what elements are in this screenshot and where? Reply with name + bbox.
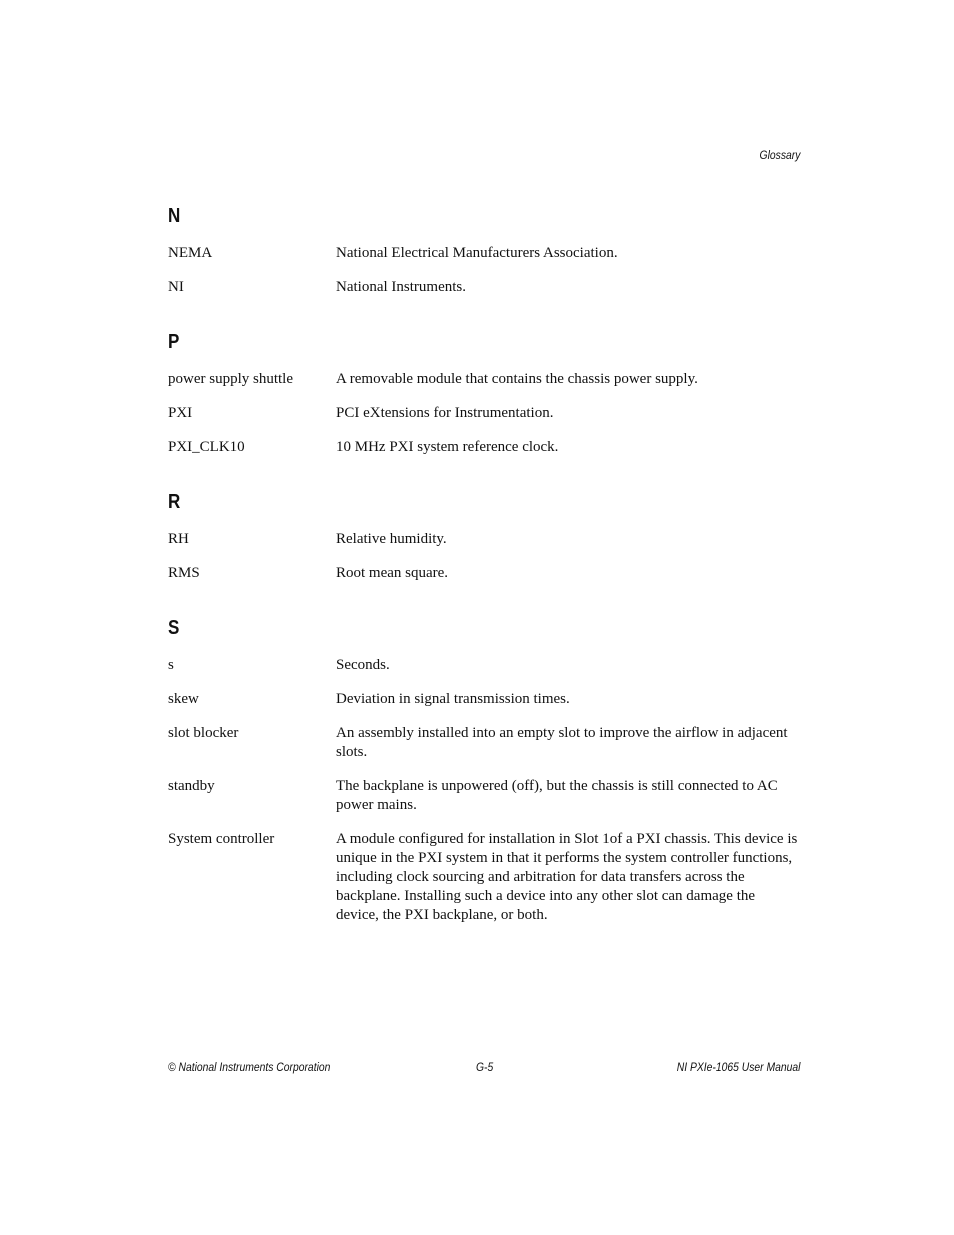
page-footer	[168, 1062, 800, 1078]
glossary-entry	[168, 244, 800, 263]
glossary-term: RH	[168, 531, 189, 547]
footer-manual-title: NI PXIe-1065 User Manual	[676, 1062, 800, 1074]
glossary-entry	[168, 530, 800, 549]
glossary-section-p	[168, 330, 800, 457]
glossary-definition: 10 MHz PXI system reference clock.	[336, 439, 559, 455]
glossary-section-r	[168, 490, 800, 583]
glossary-definition: PCI eXtensions for Instrumentation.	[336, 405, 554, 421]
glossary-definition: The backplane is unpowered (off), but the chassis is still connected to AC power mains.	[336, 778, 778, 813]
glossary-entry	[168, 830, 800, 925]
section-letter: R	[168, 491, 181, 513]
glossary-section-n	[168, 204, 800, 297]
section-letter: S	[168, 617, 180, 639]
glossary-term: slot blocker	[168, 725, 239, 741]
section-letter: N	[168, 205, 181, 227]
glossary-definition: National Electrical Manufacturers Association.	[336, 245, 618, 261]
glossary-entry	[168, 564, 800, 583]
glossary-term: System controller	[168, 831, 275, 847]
glossary-definition: Seconds.	[336, 657, 390, 673]
glossary-term: s	[168, 657, 174, 673]
glossary-term: power supply shuttle	[168, 371, 293, 387]
glossary-definition: National Instruments.	[336, 279, 466, 295]
running-header: Glossary	[759, 150, 800, 162]
glossary-term: NI	[168, 279, 184, 295]
glossary-entry	[168, 438, 800, 457]
glossary-definition: A removable module that contains the chassis power supply.	[336, 371, 698, 387]
glossary-term: RMS	[168, 565, 200, 581]
glossary-term: standby	[168, 778, 215, 794]
glossary-entry	[168, 278, 800, 297]
glossary-entry	[168, 777, 800, 815]
glossary-entry	[168, 404, 800, 423]
glossary-term: skew	[168, 691, 199, 707]
glossary-definition: An assembly installed into an empty slot to improve the airflow in adjacent slots.	[336, 725, 788, 760]
section-letter: P	[168, 331, 180, 353]
footer-copyright: © National Instruments Corporation	[168, 1062, 331, 1074]
glossary-entry	[168, 690, 800, 709]
glossary-entry	[168, 370, 800, 389]
glossary-term: PXI	[168, 405, 193, 421]
glossary-definition: Relative humidity.	[336, 531, 447, 547]
glossary-entry	[168, 724, 800, 762]
glossary-section-s	[168, 616, 800, 925]
glossary-definition: Deviation in signal transmission times.	[336, 691, 570, 707]
glossary-content	[168, 204, 800, 958]
glossary-term: NEMA	[168, 245, 213, 261]
glossary-term: PXI_CLK10	[168, 439, 245, 455]
glossary-entry	[168, 656, 800, 675]
footer-page-number: G-5	[476, 1062, 494, 1074]
glossary-definition: A module configured for installation in Slot 1of a PXI chassis. This device is unique in the PXI system in that it performs the system controller functions, including clock sourcing and arbitration for data transfers across the backplane. Installing such a device into any other slot can damage the device, the PXI backplane, or both.	[336, 831, 798, 923]
glossary-definition: Root mean square.	[336, 565, 449, 581]
